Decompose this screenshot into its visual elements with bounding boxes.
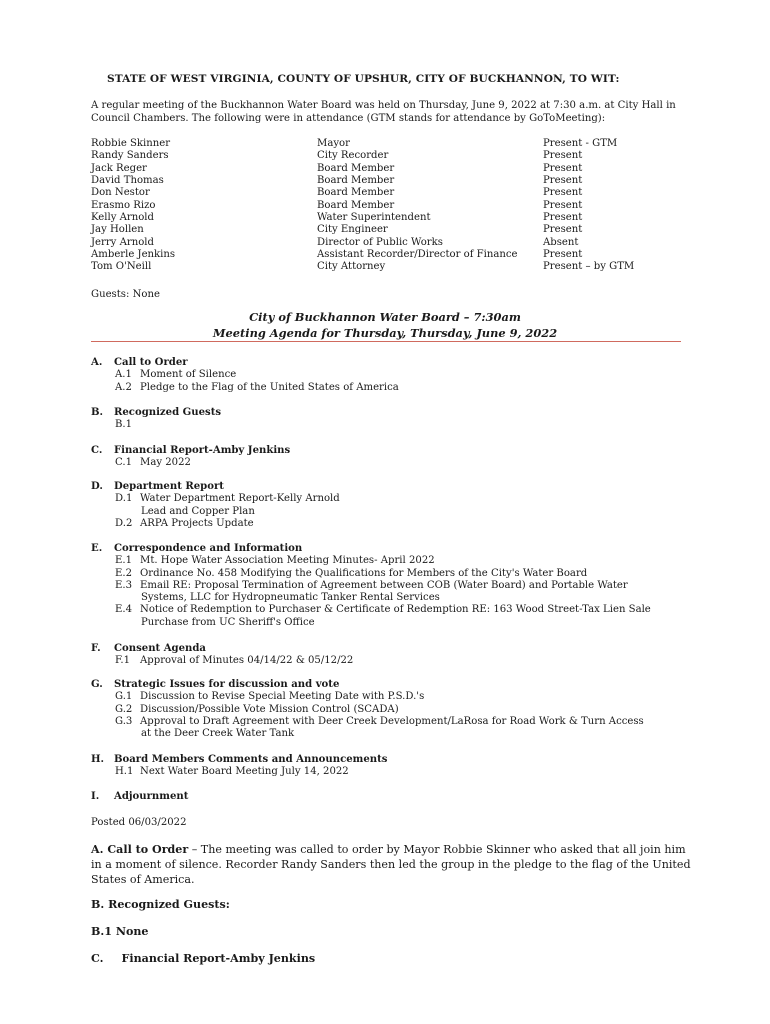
- attendance-name: Jay Hollen: [91, 224, 144, 236]
- agenda-item: [115, 655, 353, 667]
- attendance-role: Assistant Recorder/Director of Finance: [317, 249, 518, 261]
- agenda-section-title: Strategic Issues for discussion and vote: [114, 679, 340, 690]
- agenda-section-letter: E.: [91, 543, 103, 554]
- agenda-item-text: ARPA Projects Update: [140, 517, 254, 529]
- agenda-item-text: Email RE: Proposal Termination of Agreement between COB (Water Board) and Portable Water: [140, 579, 628, 591]
- attendance-role: Water Superintendent: [317, 212, 431, 224]
- attendance-name: Randy Sanders: [91, 150, 169, 162]
- agenda-item-text: Notice of Redemption to Purchaser & Certificate of Redemption RE: 163 Wood Street-Tax Lien Sale: [140, 604, 651, 616]
- agenda-section-title: Call to Order: [114, 357, 188, 368]
- minutes-recognized-guests: [91, 897, 691, 912]
- attendance-role: Board Member: [317, 199, 395, 211]
- agenda-item: [115, 580, 651, 592]
- attendance-name: Jack Reger: [91, 162, 147, 174]
- agenda-item-text: Moment of Silence: [140, 369, 237, 381]
- attendance-name: Kelly Arnold: [91, 212, 154, 224]
- agenda-item: [115, 369, 399, 381]
- attendance-name: Don Nestor: [91, 187, 150, 199]
- minutes-financial-report: [91, 951, 691, 966]
- attendance-status: [543, 138, 634, 274]
- agenda-section-title: Recognized Guests: [114, 407, 222, 418]
- agenda-section-letter: C.: [91, 445, 103, 456]
- agenda-item: [115, 568, 651, 580]
- attendance-status: Present: [543, 224, 583, 236]
- guests-line: Guests: None: [91, 289, 160, 300]
- agenda-item-text: Approval of Minutes 04/14/22 & 05/12/22: [140, 655, 354, 667]
- agenda-section-title: Consent Agenda: [114, 643, 206, 654]
- posted-date: Posted 06/03/2022: [91, 817, 187, 828]
- agenda-items: [115, 493, 340, 530]
- attendance-role: Board Member: [317, 162, 395, 174]
- agenda-title-line-2: Meeting Agenda for Thursday, Thursday, June 9, 2022: [212, 325, 558, 340]
- agenda-items: [115, 419, 140, 431]
- agenda-item-text: Discussion to Revise Special Meeting Date with P.S.D.'s: [140, 691, 425, 703]
- agenda-item-code: D.2: [115, 517, 133, 529]
- agenda-item-text: Approval to Draft Agreement with Deer Creek Development/LaRosa for Road Work & Turn Access: [140, 715, 644, 727]
- agenda-item-text: Pledge to the Flag of the United States of America: [140, 381, 399, 393]
- attendance-status: Present - GTM: [543, 138, 618, 149]
- agenda-item-text: Discussion/Possible Vote Mission Control (SCADA): [140, 703, 399, 715]
- agenda-item-code: B.1: [115, 419, 133, 431]
- agenda-section-title: Financial Report-Amby Jenkins: [114, 445, 291, 456]
- agenda-section-letter: G.: [91, 679, 103, 690]
- agenda-item: [115, 704, 644, 716]
- attendance-name: Robbie Skinner: [91, 138, 171, 149]
- agenda-item-continuation: Lead and Copper Plan: [141, 505, 255, 517]
- agenda-item-continuation: Systems, LLC for Hydropneumatic Tanker Rental Services: [141, 592, 440, 604]
- attendance-name: David Thomas: [91, 175, 164, 187]
- agenda-item-code: G.1: [115, 691, 133, 703]
- attendance-role: City Engineer: [317, 224, 388, 236]
- attendance-role: Board Member: [317, 175, 395, 187]
- minutes-a-text: – The meeting was called to order by Mayor Robbie Skinner who asked that all join him in a moment of silence. Recorder Randy Sanders then led the group in the pledge to the flag of the United States of America.: [91, 843, 691, 887]
- agenda-item-code: D.1: [115, 493, 133, 505]
- agenda-section-letter: D.: [91, 481, 103, 492]
- agenda-item: [115, 493, 340, 505]
- agenda-item-code: G.3: [115, 715, 133, 727]
- agenda-item-code: E.1: [115, 555, 132, 567]
- minutes-b1: [91, 924, 691, 939]
- attendance-status: Present: [543, 187, 583, 199]
- agenda-items: [115, 555, 651, 629]
- agenda-item-code: H.1: [115, 766, 134, 778]
- attendance-name: Tom O'Neill: [91, 261, 152, 273]
- attendance-status: Present: [543, 199, 583, 211]
- attendance-status: Present: [543, 150, 583, 162]
- minutes-b-heading: B. Recognized Guests:: [91, 898, 230, 911]
- agenda-title: [0, 310, 770, 341]
- attendance-status: Present – by GTM: [543, 261, 635, 273]
- agenda-item-text: Mt. Hope Water Association Meeting Minutes- April 2022: [140, 555, 435, 567]
- agenda-item: [115, 518, 340, 530]
- attendance-name: Amberle Jenkins: [91, 249, 176, 261]
- agenda-items: [115, 766, 349, 778]
- agenda-section-title: Adjournment: [114, 791, 189, 802]
- agenda-item-text: Water Department Report-Kelly Arnold: [140, 493, 340, 505]
- attendance-status: Present: [543, 175, 583, 187]
- attendance-role: Mayor: [317, 138, 350, 149]
- attendance-status: Present: [543, 249, 583, 261]
- attendance-role: City Attorney: [317, 261, 386, 273]
- agenda-items: [115, 655, 353, 667]
- agenda-item: [115, 716, 644, 728]
- attendance-names: [91, 138, 175, 274]
- agenda-item: [115, 457, 191, 469]
- agenda-title-line-1: City of Buckhannon Water Board – 7:30am: [249, 310, 521, 324]
- agenda-item-code: G.2: [115, 703, 133, 715]
- attendance-name: Jerry Arnold: [91, 236, 154, 248]
- agenda-item-code: F.1: [115, 655, 131, 667]
- agenda-section-letter: A.: [91, 357, 103, 368]
- agenda-item-text: Ordinance No. 458 Modifying the Qualifications for Members of the City's Water Board: [140, 567, 588, 579]
- agenda-item: [115, 604, 651, 616]
- agenda-item-code: E.2: [115, 567, 132, 579]
- agenda-section-title: Correspondence and Information: [114, 543, 303, 554]
- agenda-section-letter: B.: [91, 407, 104, 418]
- agenda-items: [115, 457, 191, 469]
- agenda-item-continuation: at the Deer Creek Water Tank: [141, 728, 295, 740]
- minutes-call-to-order: [91, 842, 691, 888]
- document-heading: STATE OF WEST VIRGINIA, COUNTY OF UPSHUR, CITY OF BUCKHANNON, TO WIT:: [107, 73, 620, 85]
- minutes-c-title: Financial Report-Amby Jenkins: [121, 952, 316, 965]
- agenda-divider: [91, 341, 681, 342]
- intro-paragraph: A regular meeting of the Buckhannon Water Board was held on Thursday, June 9, 2022 at 7:30 a.m. at City Hall in Council Chambers. The following were in attendance (GTM stands for attendance by GoToMeeting):: [91, 100, 676, 124]
- agenda-item-text: May 2022: [140, 457, 191, 469]
- agenda-item-text: Next Water Board Meeting July 14, 2022: [140, 766, 349, 778]
- attendance-role: Director of Public Works: [317, 236, 443, 248]
- attendance-status: Present: [543, 212, 583, 224]
- attendance-role: City Recorder: [317, 150, 389, 162]
- minutes-c-letter: C.: [91, 952, 104, 965]
- agenda-section-letter: H.: [91, 754, 105, 765]
- agenda-items: [115, 691, 644, 740]
- agenda-item: [115, 691, 644, 703]
- agenda-item-code: C.1: [115, 457, 132, 469]
- attendance-role: Board Member: [317, 187, 395, 199]
- agenda-item: [115, 419, 140, 431]
- agenda-item-continuation: Purchase from UC Sheriff's Office: [141, 616, 315, 628]
- agenda-item: [115, 766, 349, 778]
- attendance-name: Erasmo Rizo: [91, 199, 156, 211]
- agenda-item-code: A.2: [115, 381, 132, 393]
- agenda-section-letter: I.: [91, 791, 100, 802]
- agenda-section-title: Department Report: [114, 481, 224, 492]
- attendance-status: Absent: [543, 236, 579, 248]
- agenda-item-code: E.3: [115, 579, 132, 591]
- agenda-items: [115, 369, 399, 394]
- attendance-status: Present: [543, 162, 583, 174]
- attendance-roles: [317, 138, 518, 274]
- agenda-item-code: E.4: [115, 604, 132, 616]
- minutes-b1-text: B.1 None: [91, 925, 149, 938]
- agenda-item: [115, 555, 651, 567]
- minutes-a-label: A. Call to Order: [91, 843, 189, 856]
- agenda-section-title: Board Members Comments and Announcements: [114, 754, 388, 765]
- agenda-item: [115, 382, 399, 394]
- agenda-section-letter: F.: [91, 643, 101, 654]
- agenda-item-code: A.1: [115, 369, 132, 381]
